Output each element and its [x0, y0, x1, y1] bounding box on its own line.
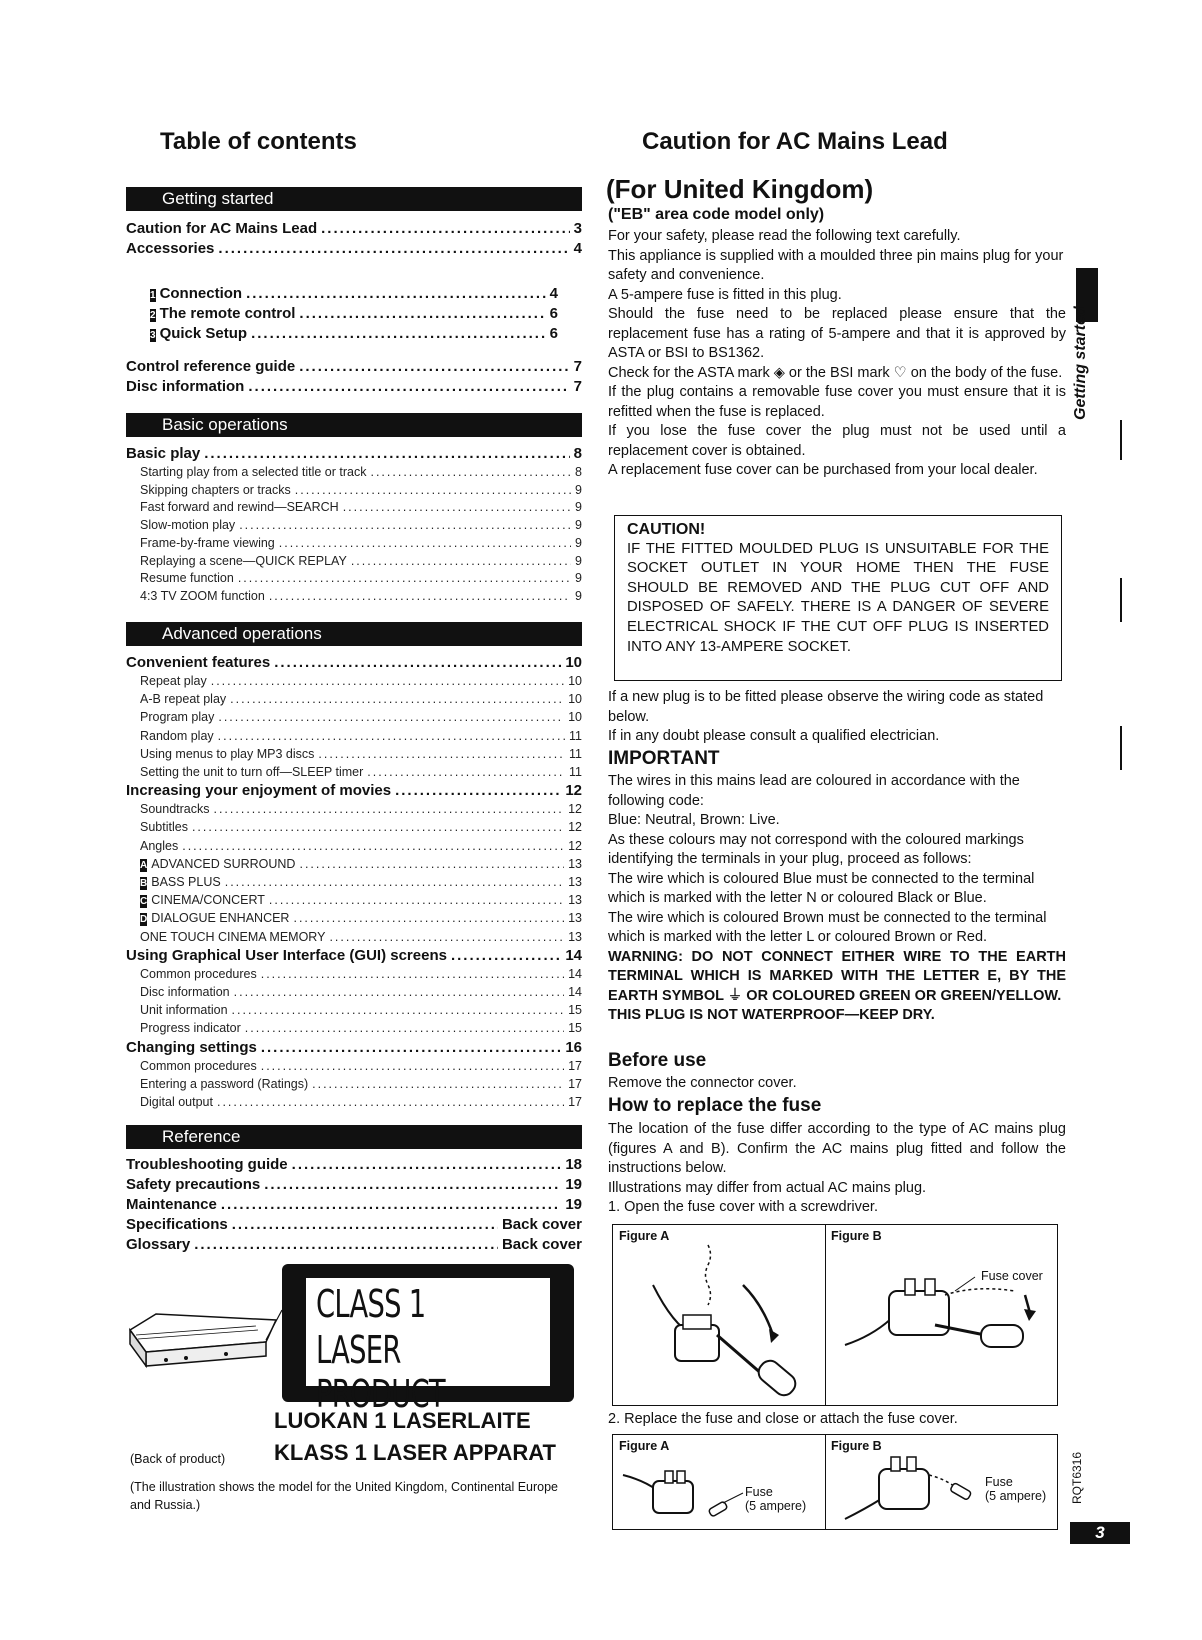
toc-entry	[126, 1216, 582, 1236]
toc-leader	[261, 1059, 564, 1073]
laser-line-1: CLASS 1	[316, 1282, 426, 1326]
toc-label: Starting play from a selected title or track	[140, 465, 367, 479]
toc-badge: C	[140, 896, 148, 908]
toc-label: Unit information	[140, 1003, 228, 1018]
toc-label: 4:3 TV ZOOM function	[140, 588, 265, 603]
toc-leader	[182, 839, 564, 853]
toc-leader	[213, 802, 564, 816]
important-p4: The wire which is coloured Blue must be connected to the terminal which is marked with the letter N or coloured Black or Blue.	[608, 870, 1035, 906]
section-advanced-operations: Advanced operations	[126, 622, 582, 646]
intro-p7: If you lose the fuse cover the plug must not be used until a replacement cover is obtained.	[608, 423, 1066, 459]
toc-label: Common procedures	[140, 1058, 257, 1073]
toc-badge: A	[140, 859, 148, 871]
toc-leader	[299, 857, 564, 871]
after-caution-p1: If a new plug is to be fitted please observe the wiring code as stated below.	[608, 689, 1044, 725]
after-caution-text	[608, 688, 1066, 747]
toc-page: 13	[568, 893, 582, 908]
toc-leader	[299, 305, 545, 322]
toc-entry	[140, 893, 582, 911]
toc-page: 15	[568, 1021, 582, 1036]
toc-label: Disc information	[140, 985, 230, 999]
toc-leader	[451, 947, 561, 964]
toc-page: 4	[573, 240, 582, 257]
toc-label: Using menus to play MP3 discs	[140, 746, 315, 761]
toc-entry	[126, 782, 582, 802]
toc-leader	[261, 967, 564, 981]
toc-label: Safety precautions	[126, 1176, 261, 1193]
toc-entry	[140, 571, 582, 589]
toc-page: 15	[568, 1003, 582, 1018]
fuse-a-label: Fuse	[745, 1485, 773, 1499]
toc-page: 9	[575, 535, 582, 550]
toc-page: 10	[568, 710, 582, 725]
toc-entry	[126, 1156, 582, 1176]
toc-entry	[140, 1095, 582, 1113]
toc-page: 10	[568, 692, 582, 707]
toc-leader	[293, 911, 564, 925]
toc-badge: B	[140, 878, 148, 889]
toc-label: DIALOGUE ENHANCER	[151, 911, 290, 926]
section-getting-started: Getting started	[126, 187, 582, 211]
luokan-label: LUOKAN 1 LASERLAITE	[274, 1408, 531, 1433]
toc-leader	[232, 1003, 565, 1017]
intro-text	[608, 227, 1066, 481]
toc-leader	[279, 536, 571, 550]
toc-entry	[140, 857, 582, 875]
toc-label: Specifications	[126, 1216, 228, 1233]
warning-text: WARNING: DO NOT CONNECT EITHER WIRE TO THE EARTH TERMINAL WHICH IS MARKED WITH THE LETTER E, BY THE EARTH SYMBOL ⏚ OR COLOURED GREEN OR GREEN/YELLOW.	[608, 948, 1066, 1004]
toc-entry	[140, 765, 582, 783]
toc-page: 17	[568, 1095, 582, 1109]
toc-entry	[140, 1059, 582, 1077]
intro-p5: Check for the ASTA mark ◈ or the BSI mark ♡ on the body of the fuse.	[608, 364, 1063, 381]
toc-leader	[248, 378, 569, 395]
plug-screwdriver-b-illustration	[825, 1225, 1059, 1407]
toc-label: Setting the unit to turn off—SLEEP timer	[140, 765, 364, 779]
toc-leader	[218, 240, 569, 257]
toc-entry	[140, 589, 582, 607]
toc-entry	[140, 967, 582, 985]
toc-page: 12	[565, 782, 582, 800]
toc-entry	[140, 820, 582, 838]
toc-label: Replaying a scene—QUICK REPLAY	[140, 553, 347, 568]
toc-label: Fast forward and rewind—SEARCH	[140, 500, 339, 515]
toc-leader	[321, 220, 570, 237]
toc-entry	[126, 1176, 582, 1196]
toc-label: The remote control	[159, 305, 296, 322]
toc-page: 3	[573, 220, 582, 237]
toc-entry	[126, 220, 582, 240]
toc-page: 11	[569, 765, 582, 779]
important-p1: The wires in this mains lead are coloured in accordance with the following code:	[608, 773, 1020, 809]
toc-label: BASS PLUS	[151, 875, 221, 889]
toc-entry	[140, 911, 582, 929]
toc-label: Basic play	[126, 445, 201, 462]
toc-entry	[140, 500, 582, 518]
toc-leader	[232, 1216, 498, 1233]
toc-label: Maintenance	[126, 1196, 217, 1213]
toc-page: 9	[575, 500, 582, 515]
toc-page: 9	[575, 482, 582, 497]
toc-leader	[318, 747, 565, 761]
toc-leader	[295, 483, 571, 497]
figure-replace-fuse	[612, 1434, 1058, 1530]
toc-label: Repeat play	[140, 674, 207, 688]
toc-leader	[343, 500, 571, 514]
toc-entry	[126, 240, 582, 260]
toc-label: Frame-by-frame viewing	[140, 535, 275, 550]
toc-title: Table of contents	[160, 128, 357, 155]
side-rule-2	[1120, 578, 1122, 622]
toc-page: 9	[575, 571, 582, 586]
toc-entry	[126, 947, 582, 967]
toc-entry	[126, 1039, 582, 1059]
toc-entry	[150, 285, 558, 305]
figure-a2-label: Figure A	[619, 1439, 670, 1453]
toc-page: 13	[568, 911, 582, 926]
toc-entry	[140, 536, 582, 554]
toc-label: Subtitles	[140, 820, 188, 835]
section-basic-operations: Basic operations	[126, 413, 582, 437]
toc-entry	[150, 305, 558, 325]
illustration-note: (The illustration shows the model for the United Kingdom, Continental Europe and Russia.)	[130, 1480, 559, 1512]
toc-leader	[239, 518, 571, 532]
toc-entry	[140, 985, 582, 1003]
toc-page: 7	[573, 378, 582, 395]
toc-leader	[218, 710, 564, 724]
figure-b-label: Figure B	[831, 1229, 882, 1243]
toc-entry	[140, 839, 582, 857]
klass-label: KLASS 1 LASER APPARAT	[274, 1440, 556, 1465]
toc-page: 14	[568, 985, 582, 999]
toc-page: 12	[568, 838, 582, 853]
toc-leader	[234, 985, 564, 999]
page-number: 3	[1070, 1522, 1130, 1544]
toc-label: CINEMA/CONCERT	[151, 893, 265, 908]
toc-label: Soundtracks	[140, 802, 210, 817]
toc-entry	[140, 483, 582, 501]
replace-p1: The location of the fuse differ according to the type of AC mains plug (figures A and B). Confirm the AC mains plug fitted and follow the instructions below.	[608, 1121, 1066, 1176]
toc-page: 13	[568, 856, 582, 871]
toc-label: Angles	[140, 838, 179, 853]
figure-open-fuse	[612, 1224, 1058, 1406]
toc-entry	[140, 710, 582, 728]
toc-entry	[126, 654, 582, 674]
toc-label: Progress indicator	[140, 1021, 241, 1036]
before-use-heading: Before use	[608, 1050, 707, 1071]
toc-leader	[292, 1156, 562, 1173]
toc-leader	[261, 1039, 561, 1056]
important-p3: As these colours may not correspond with the coloured markings identifying the terminals in your plug, proceed as follows:	[608, 831, 1024, 867]
toc-page: 14	[565, 946, 582, 964]
eb-heading: ("EB" area code model only)	[608, 206, 825, 223]
toc-page: Back cover	[501, 1216, 582, 1233]
intro-p8: A replacement fuse cover can be purchased from your local dealer.	[608, 462, 1038, 478]
toc-leader	[370, 465, 571, 479]
toc-label: Control reference guide	[126, 358, 296, 375]
toc-leader	[264, 1176, 561, 1193]
toc-leader	[329, 930, 564, 944]
fuse-cover-label: Fuse cover	[981, 1269, 1043, 1283]
side-tab-label: Getting started	[1072, 306, 1089, 420]
toc-label: Convenient features	[126, 654, 271, 671]
important-text	[608, 772, 1066, 1026]
toc-leader	[225, 875, 564, 889]
toc-entry	[140, 692, 582, 710]
figure-b2-label: Figure B	[831, 1439, 882, 1453]
toc-page: 12	[568, 820, 582, 835]
toc-label: Digital output	[140, 1095, 213, 1109]
doc-code: RQT6316	[1070, 1451, 1084, 1504]
plug-screwdriver-a-illustration	[613, 1225, 825, 1407]
plug-fuse-a-illustration	[613, 1435, 825, 1531]
toc-label: Slow-motion play	[140, 518, 236, 533]
back-of-product: (Back of product)	[130, 1452, 226, 1466]
toc-leader	[274, 654, 561, 671]
toc-label: Resume function	[140, 571, 234, 586]
toc-page: 13	[568, 875, 582, 889]
toc-label: Glossary	[126, 1236, 191, 1253]
toc-entry	[140, 1021, 582, 1039]
intro-p1: For your safety, please read the following text carefully.	[608, 228, 961, 244]
toc-entry	[126, 378, 582, 398]
toc-entry	[140, 554, 582, 572]
toc-label: Caution for AC Mains Lead	[126, 220, 318, 237]
fuse-a-amp: (5 ampere)	[745, 1499, 807, 1513]
toc-entry	[126, 445, 582, 465]
toc-entry	[140, 465, 582, 483]
toc-label: Changing settings	[126, 1038, 257, 1056]
toc-page: 16	[565, 1038, 582, 1056]
fuse-b-amp: (5 ampere)	[985, 1489, 1047, 1503]
toc-label: Skipping chapters or tracks	[140, 482, 291, 497]
laser-line-2: LASER PRODUCT	[316, 1328, 445, 1416]
toc-label: Quick Setup	[159, 325, 248, 342]
toc-page: 11	[569, 746, 582, 761]
toc-leader	[204, 445, 569, 462]
toc-leader	[217, 1095, 564, 1109]
toc-page: 17	[568, 1076, 582, 1091]
toc-badge: 2	[150, 310, 156, 321]
intro-p4: Should the fuse need to be replaced please ensure that the replacement fuse has a rating of 5-ampere and that it is approved by ASTA or BSI to BS1362.	[608, 306, 1066, 361]
intro-p2: This appliance is supplied with a moulded three pin mains plug for your safety and convenience.	[608, 247, 1064, 283]
illus-note: Illustrations may differ from actual AC mains plug.	[608, 1179, 927, 1196]
toc-page: 6	[549, 305, 558, 322]
toc-entry	[150, 325, 558, 345]
toc-label: Troubleshooting guide	[126, 1156, 288, 1173]
intro-p6: If the plug contains a removable fuse cover you must ensure that it is refitted when the fuse is replaced.	[608, 384, 1066, 420]
toc-page: 7	[573, 358, 582, 375]
toc-leader	[230, 692, 564, 706]
after-caution-p2: If in any doubt please consult a qualified electrician.	[608, 728, 940, 744]
figure-a-label: Figure A	[619, 1229, 670, 1243]
toc-leader	[269, 589, 571, 603]
toc-leader	[245, 1021, 564, 1035]
toc-leader	[192, 820, 564, 834]
toc-entry	[140, 518, 582, 536]
toc-label: Connection	[159, 285, 243, 302]
toc-page: 8	[573, 445, 582, 462]
toc-page: 8	[575, 465, 582, 479]
toc-page: 9	[575, 518, 582, 533]
toc-page: 10	[568, 674, 582, 688]
caution-title: Caution for AC Mains Lead	[642, 128, 948, 155]
toc-leader	[367, 765, 565, 779]
toc-leader	[351, 554, 571, 568]
toc-label: Random play	[140, 728, 214, 743]
toc-leader	[251, 325, 546, 342]
toc-entry	[126, 1196, 582, 1216]
laser-class-label	[282, 1264, 574, 1416]
replace-text	[608, 1120, 1066, 1218]
toc-leader	[211, 674, 564, 688]
toc-page: 18	[565, 1156, 582, 1173]
toc-entry	[140, 729, 582, 747]
toc-page: 10	[565, 654, 582, 671]
important-heading: IMPORTANT	[608, 748, 720, 769]
toc-entry	[126, 358, 582, 378]
toc-entry	[140, 674, 582, 692]
toc-page: 17	[568, 1058, 582, 1073]
toc-label: ADVANCED SURROUND	[151, 856, 296, 871]
replace-heading: How to replace the fuse	[608, 1095, 822, 1116]
caution-heading: CAUTION!	[627, 521, 706, 538]
toc-leader	[246, 285, 546, 302]
caution-text: IF THE FITTED MOULDED PLUG IS UNSUITABLE FOR THE SOCKET OUTLET IN YOUR HOME THEN THE FUSE SHOULD BE REMOVED AND THE PLUG CUT OFF AND DISPOSED OF SAFELY. THERE IS A DANGER OF SEVERE ELECTRICAL SHOCK IF THE CUT OFF PLUG IS INSERTED INTO ANY 13-AMPERE SOCKET.	[627, 540, 1049, 655]
toc-label: Entering a password (Ratings)	[140, 1076, 309, 1091]
toc-page: 6	[549, 325, 558, 342]
important-p2: Blue: Neutral, Brown: Live.	[608, 812, 780, 828]
toc-label: Disc information	[126, 378, 245, 395]
toc-page: 11	[569, 728, 582, 743]
toc-page: 19	[565, 1176, 582, 1193]
toc-leader	[194, 1236, 498, 1253]
toc-entry	[140, 802, 582, 820]
important-p5: The wire which is coloured Brown must be connected to the terminal which is marked with the letter L or coloured Brown or Red.	[608, 909, 1047, 945]
toc-label: Program play	[140, 710, 215, 725]
toc-entry	[126, 1236, 582, 1256]
toc-page: 9	[575, 588, 582, 603]
toc-leader	[312, 1077, 564, 1091]
step-2: 2. Replace the fuse and close or attach the fuse cover.	[608, 1411, 958, 1427]
section-reference: Reference	[126, 1125, 582, 1149]
toc-label: Accessories	[126, 240, 215, 257]
toc-leader	[299, 358, 569, 375]
toc-page: 13	[568, 929, 582, 944]
toc-leader	[221, 1196, 561, 1213]
toc-entry	[140, 1003, 582, 1021]
toc-badge: 3	[150, 330, 156, 341]
toc-badge: D	[140, 914, 148, 926]
toc-entry	[140, 1077, 582, 1095]
intro-p3: A 5-ampere fuse is fitted in this plug.	[608, 286, 842, 303]
fuse-b-label: Fuse	[985, 1475, 1013, 1489]
before-use-text: Remove the connector cover.	[608, 1075, 797, 1091]
toc-label: A-B repeat play	[140, 692, 227, 707]
caution-box	[614, 515, 1062, 681]
toc-page: 9	[575, 553, 582, 568]
toc-label: Increasing your enjoyment of movies	[126, 782, 392, 800]
toc-page: 14	[568, 966, 582, 981]
toc-page: 12	[568, 802, 582, 817]
toc-leader	[218, 729, 565, 743]
toc-badge: 1	[150, 290, 156, 301]
uk-heading: (For United Kingdom)	[606, 174, 874, 204]
waterproof-text: THIS PLUG IS NOT WATERPROOF—KEEP DRY.	[608, 1007, 935, 1023]
dvd-player-illustration	[126, 1290, 286, 1390]
toc-page: 19	[565, 1196, 582, 1213]
plug-fuse-b-illustration	[825, 1435, 1059, 1531]
toc-page: 4	[549, 285, 558, 302]
toc-entry	[140, 747, 582, 765]
toc-leader	[269, 893, 564, 907]
toc-entry	[140, 930, 582, 948]
toc-page: Back cover	[501, 1236, 582, 1253]
step-1: 1. Open the fuse cover with a screwdriver.	[608, 1199, 878, 1215]
toc-label: Common procedures	[140, 966, 257, 981]
toc-label: Using Graphical User Interface (GUI) screens	[126, 946, 447, 964]
side-rule-1	[1120, 420, 1122, 460]
toc-entry	[140, 875, 582, 893]
toc-leader	[238, 571, 571, 585]
toc-label: ONE TOUCH CINEMA MEMORY	[140, 929, 326, 944]
toc-leader	[395, 782, 561, 799]
side-rule-3	[1120, 726, 1122, 770]
